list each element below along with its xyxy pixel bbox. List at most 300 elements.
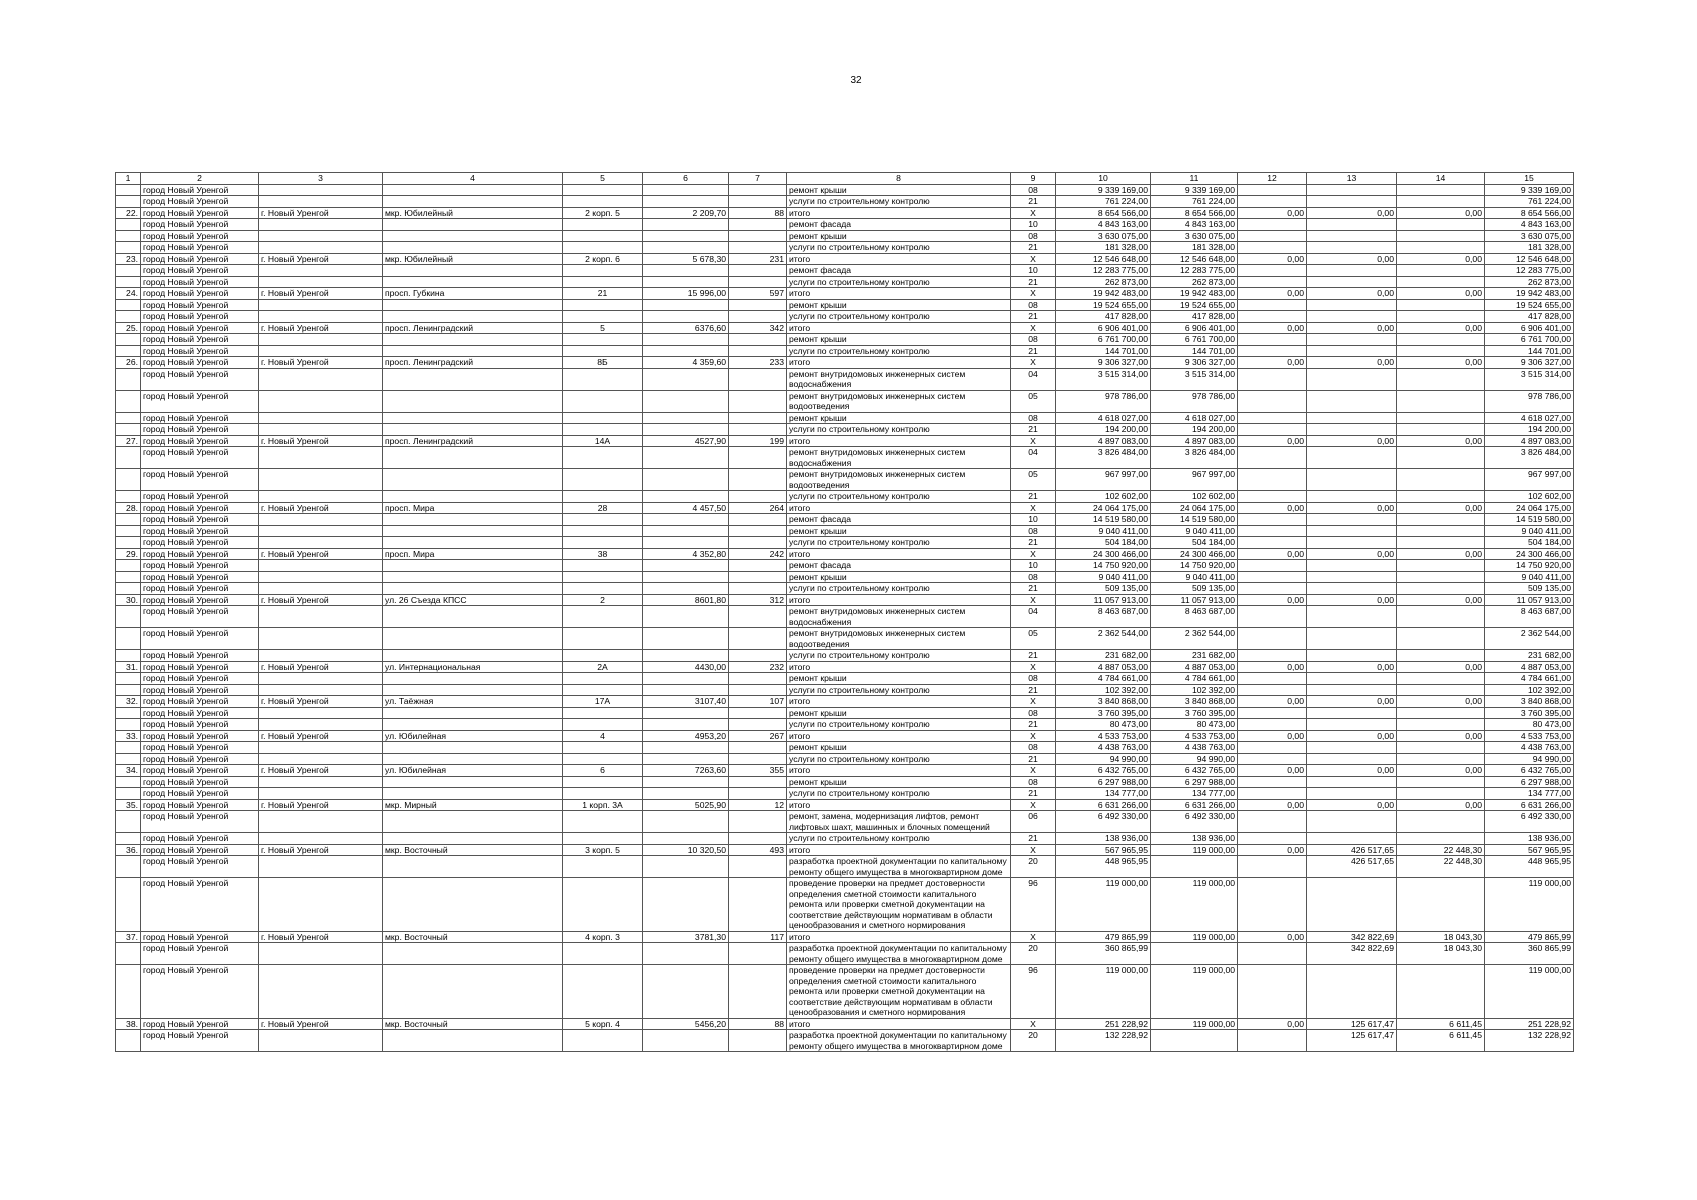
table-cell: г. Новый Уренгой [259, 696, 383, 708]
table-cell: 0,00 [1238, 594, 1307, 606]
table-cell [1307, 447, 1397, 469]
table-cell: 88 [729, 207, 787, 219]
table-cell [383, 788, 563, 800]
table-cell: 181 328,00 [1056, 242, 1151, 254]
table-cell: 36. [116, 844, 141, 856]
table-cell: 15 996,00 [643, 288, 729, 300]
table-cell [1307, 412, 1397, 424]
table-cell [259, 878, 383, 932]
column-header: 8 [787, 173, 1011, 185]
table-cell: 20 [1011, 1030, 1056, 1052]
table-cell [563, 491, 643, 503]
table-cell: город Новый Уренгой [141, 435, 259, 447]
table-cell: 25. [116, 322, 141, 334]
table-cell [729, 788, 787, 800]
table-cell [1307, 230, 1397, 242]
table-cell: 0,00 [1307, 730, 1397, 742]
table-cell [116, 856, 141, 878]
table-cell [643, 788, 729, 800]
table-cell [1238, 673, 1307, 685]
table-cell: 967 997,00 [1056, 469, 1151, 491]
table-cell: 24. [116, 288, 141, 300]
table-cell: 0,00 [1307, 799, 1397, 811]
table-cell [383, 742, 563, 754]
table-cell: услуги по строительному контролю [787, 650, 1011, 662]
table-cell [643, 219, 729, 231]
table-cell: 21 [1011, 583, 1056, 595]
table-cell: 18 043,30 [1397, 943, 1485, 965]
table-cell [1307, 742, 1397, 754]
table-cell: 0,00 [1397, 207, 1485, 219]
table-cell [116, 265, 141, 277]
table-cell: 14 519 580,00 [1056, 514, 1151, 526]
table-cell [643, 833, 729, 845]
table-cell [729, 196, 787, 208]
table-row [116, 594, 1574, 606]
table-cell [116, 424, 141, 436]
header-row [116, 173, 1574, 185]
table-cell: 567 965,95 [1056, 844, 1151, 856]
table-cell: 0,00 [1307, 322, 1397, 334]
table-cell: 21 [1011, 537, 1056, 549]
table-cell: 6 631 266,00 [1485, 799, 1574, 811]
table-cell: 0,00 [1397, 696, 1485, 708]
table-cell: ремонт фасада [787, 265, 1011, 277]
table-cell: город Новый Уренгой [141, 560, 259, 572]
table-cell [729, 469, 787, 491]
column-header: 6 [643, 173, 729, 185]
table-cell: 264 [729, 502, 787, 514]
table-cell [563, 628, 643, 650]
table-cell: 9 040 411,00 [1485, 571, 1574, 583]
table-cell [116, 753, 141, 765]
table-cell: г. Новый Уренгой [259, 288, 383, 300]
table-cell [259, 525, 383, 537]
table-cell [116, 684, 141, 696]
table-cell: 3 760 395,00 [1056, 707, 1151, 719]
table-row [116, 1018, 1574, 1030]
table-cell: 27. [116, 435, 141, 447]
table-cell: X [1011, 844, 1056, 856]
table-cell [643, 719, 729, 731]
table-cell [1397, 219, 1485, 231]
table-cell [1238, 776, 1307, 788]
table-cell [1238, 368, 1307, 390]
column-header: 3 [259, 173, 383, 185]
table-cell [563, 776, 643, 788]
table-cell [116, 943, 141, 965]
table-cell: город Новый Уренгой [141, 799, 259, 811]
table-cell: ремонт крыши [787, 412, 1011, 424]
table-cell: г. Новый Уренгой [259, 844, 383, 856]
table-cell [1397, 833, 1485, 845]
table-cell: просп. Ленинградский [383, 435, 563, 447]
table-cell: 0,00 [1397, 730, 1485, 742]
table-cell: итого [787, 844, 1011, 856]
table-cell: 4 843 163,00 [1151, 219, 1238, 231]
table-cell: город Новый Уренгой [141, 288, 259, 300]
table-cell: город Новый Уренгой [141, 650, 259, 662]
table-cell: 0,00 [1397, 548, 1485, 560]
table-cell [116, 788, 141, 800]
table-cell [1307, 878, 1397, 932]
table-cell: 199 [729, 435, 787, 447]
table-cell: итого [787, 322, 1011, 334]
table-cell [116, 276, 141, 288]
table-cell: 251 228,92 [1485, 1018, 1574, 1030]
table-cell: 21 [563, 288, 643, 300]
table-cell [259, 390, 383, 412]
table-cell: 181 328,00 [1151, 242, 1238, 254]
table-cell [116, 219, 141, 231]
table-cell: город Новый Уренгой [141, 514, 259, 526]
table-cell [1238, 469, 1307, 491]
column-header: 1 [116, 173, 141, 185]
table-cell: просп. Мира [383, 548, 563, 560]
table-cell: 08 [1011, 184, 1056, 196]
table-cell [643, 299, 729, 311]
table-row [116, 311, 1574, 323]
table-cell: X [1011, 931, 1056, 943]
table-cell [1397, 299, 1485, 311]
table-cell: 94 990,00 [1485, 753, 1574, 765]
table-cell: 4 корп. 3 [563, 931, 643, 943]
table-cell [563, 583, 643, 595]
table-cell: 6 906 401,00 [1151, 322, 1238, 334]
table-cell: ремонт внутридомовых инженерных систем водоснабжения [787, 447, 1011, 469]
table-cell: X [1011, 322, 1056, 334]
table-cell [563, 311, 643, 323]
table-cell: город Новый Уренгой [141, 299, 259, 311]
table-cell: 567 965,95 [1485, 844, 1574, 856]
table-cell [1307, 196, 1397, 208]
table-row [116, 196, 1574, 208]
table-cell: ремонт крыши [787, 334, 1011, 346]
table-cell [729, 219, 787, 231]
table-cell [563, 1030, 643, 1052]
table-cell: 3781,30 [643, 931, 729, 943]
table-cell: 144 701,00 [1056, 345, 1151, 357]
table-cell: 119 000,00 [1151, 844, 1238, 856]
table-cell: 21 [1011, 650, 1056, 662]
table-cell: г. Новый Уренгой [259, 1018, 383, 1030]
table-cell: 6 297 988,00 [1151, 776, 1238, 788]
table-cell [563, 707, 643, 719]
table-row [116, 537, 1574, 549]
table-cell: 4 [563, 730, 643, 742]
table-cell [563, 447, 643, 469]
table-cell: город Новый Уренгой [141, 719, 259, 731]
table-cell: 0,00 [1397, 502, 1485, 514]
table-cell [563, 514, 643, 526]
table-cell: 96 [1011, 965, 1056, 1019]
table-cell [729, 345, 787, 357]
table-cell: город Новый Уренгой [141, 265, 259, 277]
table-cell: город Новый Уренгой [141, 491, 259, 503]
table-cell: 312 [729, 594, 787, 606]
table-row [116, 276, 1574, 288]
table-cell: г. Новый Уренгой [259, 594, 383, 606]
table-cell [1238, 334, 1307, 346]
table-cell [563, 299, 643, 311]
table-cell: итого [787, 594, 1011, 606]
table-row [116, 856, 1574, 878]
table-cell: 6 297 988,00 [1056, 776, 1151, 788]
table-cell [383, 424, 563, 436]
table-cell [729, 856, 787, 878]
table-cell [1238, 491, 1307, 503]
table-cell [383, 753, 563, 765]
table-cell: 04 [1011, 606, 1056, 628]
table-cell: 4 843 163,00 [1056, 219, 1151, 231]
table-cell: 20 [1011, 943, 1056, 965]
table-cell: город Новый Уренгой [141, 447, 259, 469]
table-cell: услуги по строительному контролю [787, 753, 1011, 765]
table-row [116, 184, 1574, 196]
table-cell [1397, 571, 1485, 583]
table-cell [1397, 230, 1485, 242]
table-cell: 181 328,00 [1485, 242, 1574, 254]
table-cell [729, 1030, 787, 1052]
table-cell [1307, 753, 1397, 765]
table-cell [1307, 219, 1397, 231]
table-row [116, 684, 1574, 696]
table-cell: город Новый Уренгой [141, 502, 259, 514]
table-cell: 262 873,00 [1056, 276, 1151, 288]
table-cell [563, 878, 643, 932]
table-cell: ремонт крыши [787, 299, 1011, 311]
table-cell: город Новый Уренгой [141, 965, 259, 1019]
table-cell [643, 753, 729, 765]
table-cell: 22. [116, 207, 141, 219]
table-cell: 2 362 544,00 [1056, 628, 1151, 650]
table-cell [563, 230, 643, 242]
table-cell: 0,00 [1238, 844, 1307, 856]
table-cell [729, 776, 787, 788]
table-cell: город Новый Уренгой [141, 943, 259, 965]
table-cell: 04 [1011, 368, 1056, 390]
table-cell [383, 491, 563, 503]
table-cell [383, 311, 563, 323]
table-cell [1397, 583, 1485, 595]
table-cell: 21 [1011, 424, 1056, 436]
table-row [116, 1030, 1574, 1052]
table-cell: 4 784 661,00 [1056, 673, 1151, 685]
table-cell [259, 412, 383, 424]
table-cell: 509 135,00 [1056, 583, 1151, 595]
table-cell: мкр. Восточный [383, 844, 563, 856]
table-cell [116, 707, 141, 719]
table-cell: 426 517,65 [1307, 856, 1397, 878]
table-cell [116, 833, 141, 845]
table-cell: 5 [563, 322, 643, 334]
table-cell [729, 230, 787, 242]
table-cell [729, 514, 787, 526]
table-cell [383, 345, 563, 357]
table-cell: проведение проверки на предмет достоверности определения сметной стоимости капитального ремонта или проверки сметной документации на соответствие действующим нормативам в области ценообразования и сметного нормирования [787, 965, 1011, 1019]
table-cell [259, 299, 383, 311]
table-cell: 479 865,99 [1056, 931, 1151, 943]
column-header: 9 [1011, 173, 1056, 185]
table-row [116, 943, 1574, 965]
table-cell: 119 000,00 [1056, 965, 1151, 1019]
table-cell: 4527,90 [643, 435, 729, 447]
table-cell: 14 750 920,00 [1056, 560, 1151, 572]
table-cell: 2 362 544,00 [1485, 628, 1574, 650]
table-cell: разработка проектной документации по капитальному ремонту общего имущества в многоквартирном доме [787, 1030, 1011, 1052]
table-cell: г. Новый Уренгой [259, 931, 383, 943]
table-cell [729, 276, 787, 288]
table-cell: 08 [1011, 299, 1056, 311]
table-cell [1307, 311, 1397, 323]
table-cell: г. Новый Уренгой [259, 730, 383, 742]
table-cell: ремонт крыши [787, 707, 1011, 719]
table-cell [259, 833, 383, 845]
table-cell: услуги по строительному контролю [787, 276, 1011, 288]
table-row [116, 253, 1574, 265]
table-cell [729, 242, 787, 254]
table-cell: 05 [1011, 390, 1056, 412]
table-cell: 8 463 687,00 [1485, 606, 1574, 628]
table-cell [1397, 684, 1485, 696]
table-cell [383, 276, 563, 288]
table-cell [1238, 684, 1307, 696]
table-cell: 24 064 175,00 [1485, 502, 1574, 514]
table-cell: город Новый Уренгой [141, 696, 259, 708]
column-header: 10 [1056, 173, 1151, 185]
table-cell: мкр. Юбилейный [383, 207, 563, 219]
table-cell [729, 571, 787, 583]
table-cell [563, 334, 643, 346]
table-cell: 06 [1011, 811, 1056, 833]
table-row [116, 424, 1574, 436]
table-cell: 509 135,00 [1151, 583, 1238, 595]
table-cell: город Новый Уренгой [141, 1018, 259, 1030]
table-cell: 9 339 169,00 [1056, 184, 1151, 196]
table-cell [643, 707, 729, 719]
table-row [116, 707, 1574, 719]
table-row [116, 345, 1574, 357]
table-cell [729, 628, 787, 650]
table-cell [259, 606, 383, 628]
table-cell: 32. [116, 696, 141, 708]
table-cell [1238, 196, 1307, 208]
table-cell: проведение проверки на предмет достоверности определения сметной стоимости капитального ремонта или проверки сметной документации на соответствие действующим нормативам в области ценообразования и сметного нормирования [787, 878, 1011, 932]
table-cell: 117 [729, 931, 787, 943]
table-cell: город Новый Уренгой [141, 673, 259, 685]
table-cell: 134 777,00 [1056, 788, 1151, 800]
table-cell: 3107,40 [643, 696, 729, 708]
table-cell: 10 [1011, 514, 1056, 526]
table-cell [259, 583, 383, 595]
table-cell [1397, 878, 1485, 932]
table-cell [259, 276, 383, 288]
table-cell: итого [787, 357, 1011, 369]
table-cell: 0,00 [1238, 253, 1307, 265]
table-cell: 4 618 027,00 [1485, 412, 1574, 424]
table-cell: ремонт крыши [787, 742, 1011, 754]
table-cell [1397, 525, 1485, 537]
table-cell: 88 [729, 1018, 787, 1030]
table-cell: 119 000,00 [1056, 878, 1151, 932]
table-cell [1307, 424, 1397, 436]
table-cell: 14 519 580,00 [1485, 514, 1574, 526]
table-cell: 119 000,00 [1485, 965, 1574, 1019]
table-cell: X [1011, 288, 1056, 300]
table-cell [259, 265, 383, 277]
table-cell [116, 390, 141, 412]
table-cell [1307, 299, 1397, 311]
table-cell [116, 742, 141, 754]
table-cell [1397, 788, 1485, 800]
table-cell [1307, 368, 1397, 390]
table-cell [1397, 606, 1485, 628]
table-cell: 4 618 027,00 [1151, 412, 1238, 424]
table-cell [1238, 311, 1307, 323]
table-cell: 94 990,00 [1056, 753, 1151, 765]
table-cell [259, 491, 383, 503]
table-cell: мкр. Восточный [383, 1018, 563, 1030]
table-cell: 28 [563, 502, 643, 514]
table-cell: 0,00 [1307, 207, 1397, 219]
table-cell [1238, 965, 1307, 1019]
table-cell: город Новый Уренгой [141, 334, 259, 346]
table-cell [1307, 650, 1397, 662]
table-row [116, 606, 1574, 628]
table-cell [643, 628, 729, 650]
table-cell [729, 650, 787, 662]
table-cell [643, 943, 729, 965]
table-cell [729, 742, 787, 754]
table-cell: город Новый Уренгой [141, 606, 259, 628]
table-cell: 5 678,30 [643, 253, 729, 265]
table-cell: 6 906 401,00 [1485, 322, 1574, 334]
table-cell [259, 742, 383, 754]
table-cell: ремонт крыши [787, 230, 1011, 242]
table-cell [643, 196, 729, 208]
table-cell [1307, 788, 1397, 800]
table-cell: разработка проектной документации по капитальному ремонту общего имущества в многоквартирном доме [787, 856, 1011, 878]
table-cell: город Новый Уренгой [141, 424, 259, 436]
table-cell [1238, 299, 1307, 311]
table-cell: 19 942 483,00 [1056, 288, 1151, 300]
table-row [116, 265, 1574, 277]
table-cell [643, 742, 729, 754]
table-cell [116, 1030, 141, 1052]
table-cell [116, 491, 141, 503]
table-cell: 21 [1011, 788, 1056, 800]
table-cell: итого [787, 696, 1011, 708]
table-cell [383, 265, 563, 277]
table-cell: итого [787, 730, 1011, 742]
table-cell: ремонт фасада [787, 219, 1011, 231]
table-cell [383, 469, 563, 491]
table-row [116, 742, 1574, 754]
table-cell: 4 887 053,00 [1056, 661, 1151, 673]
table-cell: 231 682,00 [1056, 650, 1151, 662]
table-cell [1238, 719, 1307, 731]
table-cell: 9 040 411,00 [1151, 571, 1238, 583]
table-cell [259, 334, 383, 346]
table-cell: 6 432 765,00 [1151, 765, 1238, 777]
table-cell [1397, 424, 1485, 436]
table-cell [643, 525, 729, 537]
table-row [116, 525, 1574, 537]
table-cell: г. Новый Уренгой [259, 435, 383, 447]
table-cell [1397, 196, 1485, 208]
table-cell: город Новый Уренгой [141, 230, 259, 242]
table-cell [563, 606, 643, 628]
